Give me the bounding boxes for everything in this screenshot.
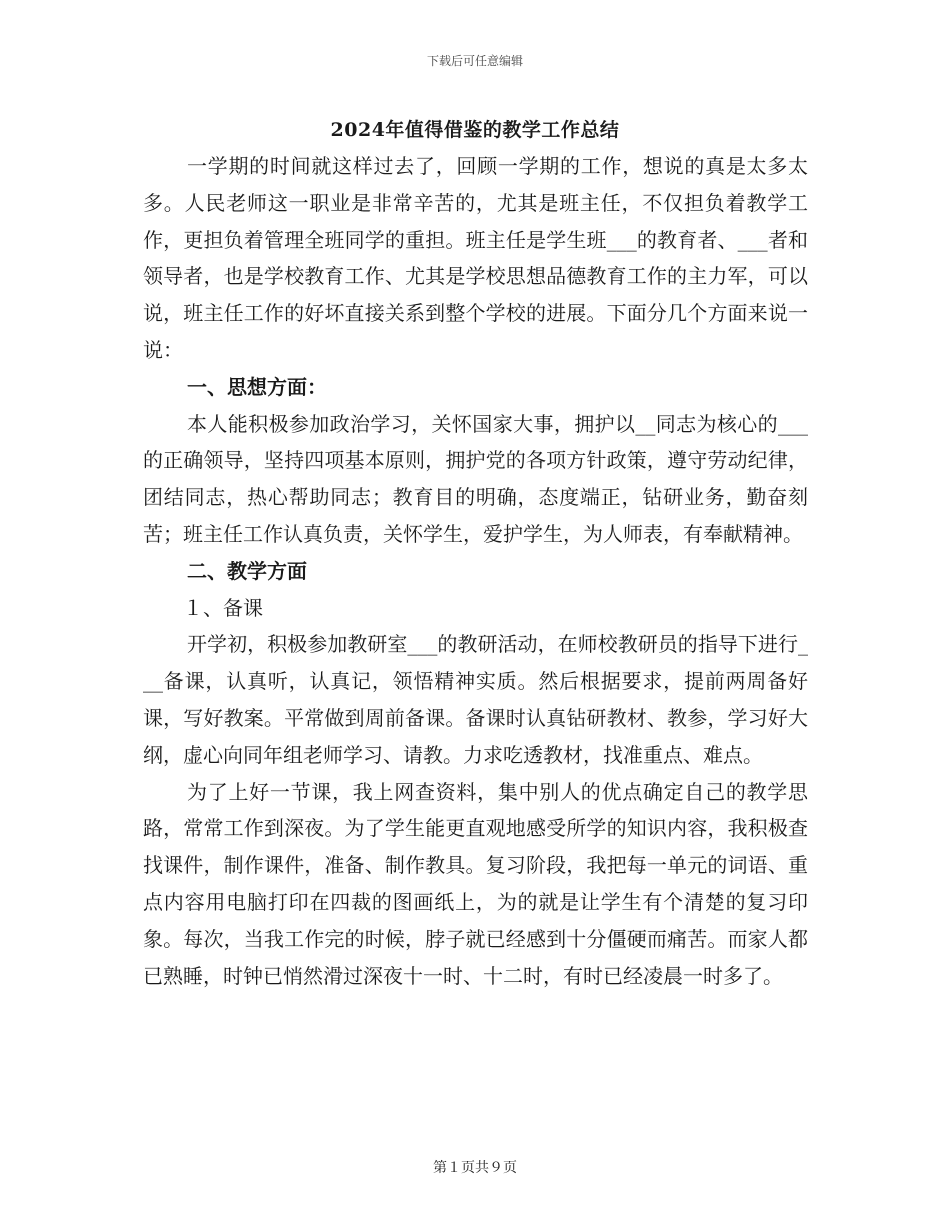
header-note: 下载后可任意编辑	[426, 54, 523, 68]
section-heading-teaching: 二、教学方面	[187, 558, 307, 583]
paragraph-lesson-effort: 为了上好一节课，我上网查资料，集中别人的优点确定自己的教学思路，常常工作到深夜。为了学生能更直观地感受所学的知识内容，我积极查找课件，制作课件，准备、制作教具。复习阶段，我把每一单元的词语、重点内容用电脑打印在四裁的图画纸上，为的就是让学生有个清楚的复习印象。每次，当我工作完的时候，脖子就已经感到十分僵硬而痛苦。而家人都已熟睡，时钟已悄然滑过深夜十一时、十二时，有时已经凌晨一时多了。	[143, 779, 808, 988]
section-heading-thought: 一、思想方面：	[187, 374, 327, 399]
subsection-heading-lesson-prep: １、备课	[183, 595, 263, 620]
page-number: 第１页共９页	[433, 1160, 517, 1176]
document-title: 2024年值得借鉴的教学工作总结	[330, 119, 620, 141]
paragraph-lesson-prep: 开学初，积极参加教研室___的教研活动，在师校教研员的指导下进行___备课，认真听，认真记，领悟精神实质。然后根据要求，提前两周备好课，写好教案。平常做到周前备课。备课时认真钻研教材、教参，学习好大纲，虚心向同年组老师学习、请教。力求吃透教材，找准重点、难点。	[143, 632, 808, 767]
paragraph-thought: 本人能积极参加政治学习，关怀国家大事，拥护以__同志为核心的___的正确领导，坚持四项基本原则，拥护党的各项方针政策，遵守劳动纪律，团结同志，热心帮助同志；教育目的明确，态度端正，钻研业务，勤奋刻苦；班主任工作认真负责，关怀学生，爱护学生，为人师表，有奉献精神。	[143, 411, 808, 546]
document-body	[143, 148, 808, 994]
paragraph-intro: 一学期的时间就这样过去了，回顾一学期的工作，想说的真是太多太多。人民老师这一职业是非常辛苦的，尤其是班主任，不仅担负着教学工作，更担负着管理全班同学的重担。班主任是学生班___的教育者、___者和领导者，也是学校教育工作、尤其是学校思想品德教育工作的主力军，可以说，班主任工作的好坏直接关系到整个学校的进展。下面分几个方面来说一说：	[143, 154, 808, 362]
